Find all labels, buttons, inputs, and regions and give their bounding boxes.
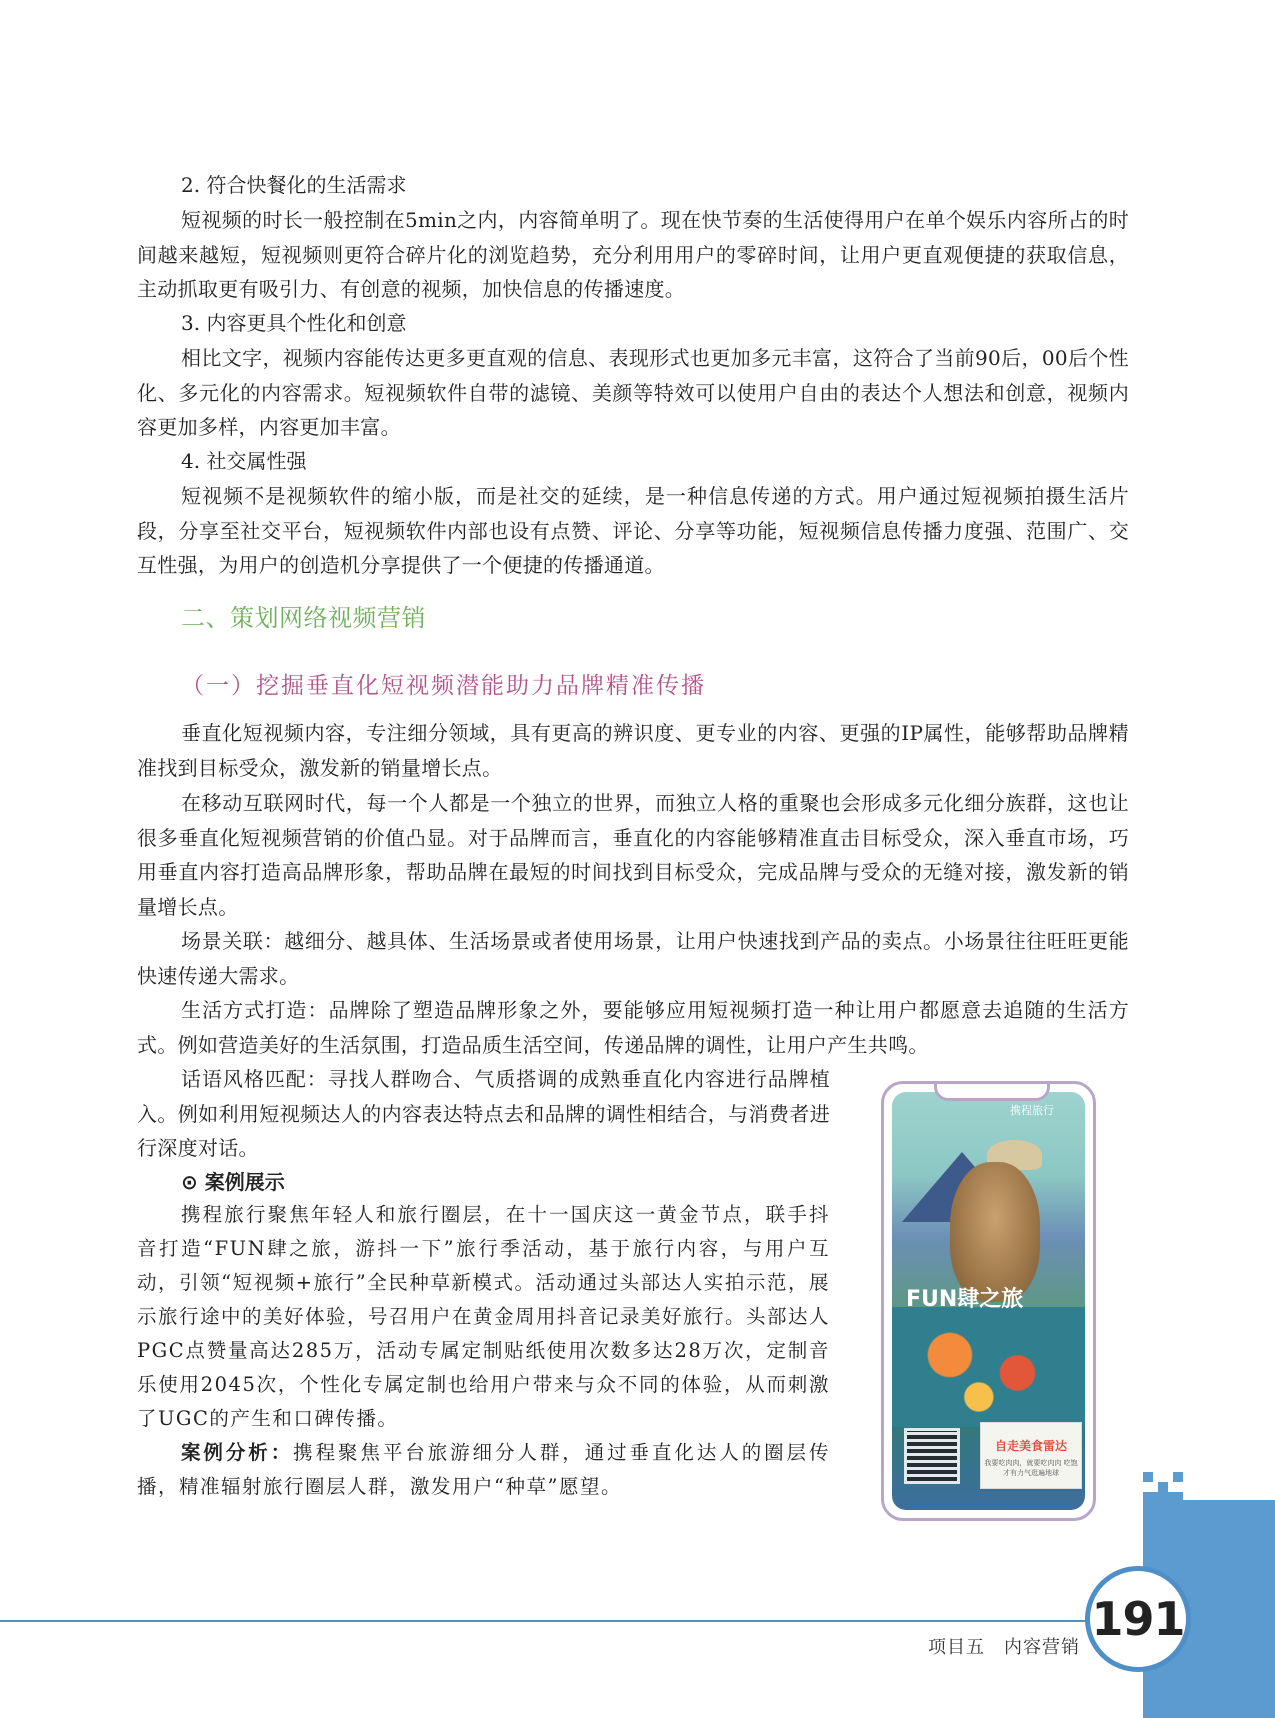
qr-code-icon xyxy=(904,1428,960,1484)
page-number: 191 xyxy=(1091,1592,1185,1646)
paragraph-vertical-intro: 垂直化短视频内容，专注细分领域，具有更高的辨识度、更专业的内容、更强的IP属性，能够帮助品牌精准找到目标受众，激发新的销量增长点。 xyxy=(137,721,1129,780)
pixel-decoration xyxy=(1158,1482,1168,1492)
heading-2: 2. 符合快餐化的生活需求 xyxy=(181,173,407,197)
paragraph-3: 相比文字，视频内容能传达更多更直观的信息、表现形式也更加多元丰富，这符合了当前90后，00后个性化、多元化的内容需求。短视频软件自带的滤镜、美颜等特效可以使用户自由的表达个人想法和创意，视频内容更加多样，内容更加丰富。 xyxy=(137,346,1129,439)
marmot-figure xyxy=(950,1162,1040,1302)
phone-illustration xyxy=(881,1081,1096,1521)
paragraph-mobile-internet: 在移动互联网时代，每一个人都是一个独立的世界，而独立人格的重聚也会形成多元化细分族群，这也让很多垂直化短视频营销的价值凸显。对于品牌而言，垂直化的内容能够精准直击目标受众，深入垂直市场，巧用垂直内容打造高品牌形象，帮助品牌在最短的时间找到目标受众，完成品牌与受众的无缝对接，激发新的销量增长点。 xyxy=(137,791,1129,919)
footer-chapter: 项目五 内容营销 xyxy=(928,1637,1080,1658)
case-analysis xyxy=(137,1436,830,1504)
phone-card-subtitle: 我要吃肉肉，就要吃肉肉 吃饱才有力气逛遍地球 xyxy=(984,1459,1078,1477)
pixel-decoration xyxy=(1143,1472,1153,1482)
section-title: 二、策划网络视频营销 xyxy=(181,604,426,632)
heading-3: 3. 内容更具个性化和创意 xyxy=(181,311,407,335)
pixel-decoration xyxy=(1173,1472,1183,1482)
page-number-badge xyxy=(1085,1566,1191,1672)
food-spread xyxy=(892,1307,1085,1427)
paragraph-style-match: 话语风格匹配：寻找人群吻合、气质搭调的成熟垂直化内容进行品牌植入。例如利用短视频达人的内容表达特点去和品牌的调性相结合，与消费者进行深度对话。 xyxy=(137,1067,830,1160)
paragraph-lifestyle: 生活方式打造：品牌除了塑造品牌形象之外，要能够应用短视频打造一种让用户都愿意去追随的生活方式。例如营造美好的生活氛围，打造品质生活空间，传递品牌的调性，让用户产生共鸣。 xyxy=(137,998,1129,1057)
paragraph-scene: 场景关联：越细分、越具体、生活场景或者使用场景，让用户快速找到产品的卖点。小场景往往旺旺更能快速传递大需求。 xyxy=(137,929,1129,988)
footer-rule xyxy=(0,1620,1090,1622)
case-analysis-label: 案例分析： xyxy=(181,1441,294,1464)
fun-text: FUN肆之旅 xyxy=(906,1287,1024,1312)
section-subtitle: （一）挖掘垂直化短视频潜能助力品牌精准传播 xyxy=(181,673,706,699)
phone-screen xyxy=(892,1092,1085,1510)
paragraph-2: 短视频的时长一般控制在5min之内，内容简单明了。现在快节奏的生活使得用户在单个娱乐内容所占的时间越来越短，短视频则更符合碎片化的浏览趋势，充分利用用户的零碎时间，让用户更直观便捷的获取信息，主动抓取更有吸引力、有创意的视频，加快信息的传播速度。 xyxy=(137,208,1129,301)
paragraph-4: 短视频不是视频软件的缩小版，而是社交的延续，是一种信息传递的方式。用户通过短视频拍摄生活片段，分享至社交平台，短视频软件内部也设有点赞、评论、分享等功能，短视频信息传播力度强、范围广、交互性强，为用户的创造机分享提供了一个便捷的传播通道。 xyxy=(137,484,1129,577)
phone-card xyxy=(980,1422,1082,1489)
phone-card-title: 自走美食雷达 xyxy=(994,1439,1067,1453)
case-text: 携程旅行聚焦年轻人和旅行圈层，在十一国庆这一黄金节点，联手抖音打造“FUN肆之旅，游抖一下”旅行季活动，基于旅行内容，与用户互动，引领“短视频+旅行”全民种草新模式。活动通过头部达人实拍示范，展示旅行途中的美好体验，号召用户在黄金周用抖音记录美好旅行。头部达人PGC点赞量高达285万，活动专属定制贴纸使用次数多达28万次，定制音乐使用2045次，个性化专属定制也给用户带来与众不同的体验，从而刺激了UGC的产生和口碑传播。 xyxy=(137,1203,831,1430)
case-title: ⊙ 案例展示 xyxy=(181,1170,285,1194)
phone-brand-logo: 携程旅行 xyxy=(1010,1104,1054,1117)
case-analysis-text: 携程聚焦平台旅游细分人群，通过垂直化达人的圈层传播，精准辐射旅行圈层人群，激发用户“种草”愿望。 xyxy=(137,1441,830,1498)
phone-notch xyxy=(934,1084,1050,1101)
heading-4: 4. 社交属性强 xyxy=(181,449,307,473)
